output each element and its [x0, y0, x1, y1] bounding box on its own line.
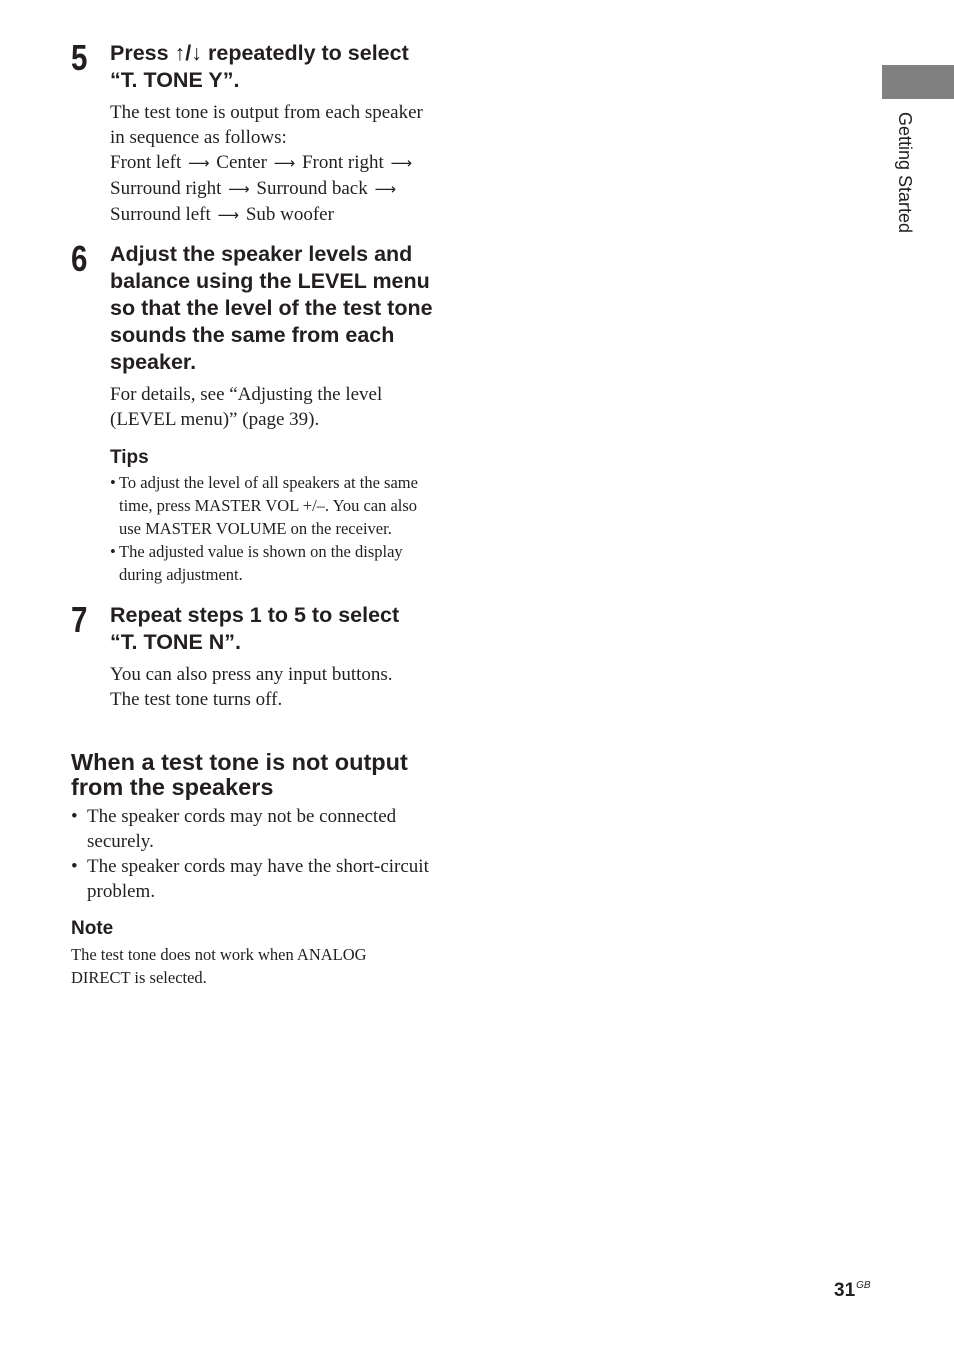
right-arrow-icon: ⟶: [228, 180, 250, 198]
step-heading: [110, 241, 451, 376]
step-heading-line: Repeat steps 1 to 5 to select: [110, 603, 400, 627]
speaker-name: Front left: [110, 152, 182, 173]
body-line: You can also press any input buttons.: [110, 664, 393, 685]
side-tab-label: Getting Started: [895, 112, 915, 234]
tip-line: • The adjusted value is shown on the display: [119, 542, 403, 561]
step-heading-line: sounds the same from each: [110, 323, 395, 347]
step-number: 5: [71, 37, 88, 78]
step-6: [71, 238, 451, 586]
tip-item: [110, 471, 451, 540]
bullet-line: • The speaker cords may have the short-circuit: [87, 856, 429, 877]
step-heading-line: “T. TONE N”.: [110, 630, 242, 654]
right-arrow-icon: ⟶: [188, 154, 210, 172]
note-line: DIRECT is selected.: [71, 968, 207, 987]
step-heading-line: speaker.: [110, 350, 197, 374]
body-line: (LEVEL menu)” (page 39).: [110, 409, 320, 430]
step-number: 6: [71, 238, 88, 279]
body-line: The test tone is output from each speaker: [110, 102, 423, 123]
step-heading: [110, 602, 451, 656]
tip-line: time, press MASTER VOL +/–. You can also: [119, 496, 418, 515]
side-tab-marker: [882, 65, 954, 99]
speaker-name: Front right: [301, 152, 384, 173]
bullet-line: problem.: [87, 881, 156, 902]
tip-line: • To adjust the level of all speakers at the same: [119, 473, 418, 492]
section-title: [71, 750, 471, 800]
step-body: [110, 100, 451, 228]
bullet-item: [71, 804, 451, 854]
step-body: [110, 382, 451, 432]
step-body: [110, 662, 451, 712]
section-title-line: from the speakers: [71, 774, 274, 800]
speaker-name: Surround back: [256, 178, 368, 199]
bullet-line: • The speaker cords may not be connected: [87, 806, 397, 827]
right-arrow-icon: ⟶: [217, 206, 240, 224]
tips-list: [110, 471, 451, 586]
tips-block: [110, 447, 451, 586]
page-number-suffix: GB: [856, 1280, 871, 1291]
body-line: For details, see “Adjusting the level: [110, 384, 383, 405]
step-heading-line: so that the level of the test tone: [110, 296, 433, 320]
step-heading-line: Press ↑/↓ repeatedly to select: [110, 41, 409, 65]
page-number: [834, 1280, 871, 1302]
speaker-name: Center: [216, 152, 267, 173]
body-line: The test tone turns off.: [110, 689, 283, 710]
note-line: The test tone does not work when ANALOG: [71, 945, 367, 964]
sequence-row: [110, 202, 451, 228]
speaker-name: Sub woofer: [245, 204, 334, 225]
step-7: [71, 599, 451, 712]
section-title-line: When a test tone is not output: [71, 749, 408, 775]
tip-line: use MASTER VOLUME on the receiver.: [119, 519, 392, 538]
right-arrow-icon: ⟶: [390, 154, 413, 172]
sequence-row: [110, 150, 451, 176]
speaker-name: Surround right: [110, 178, 222, 199]
step-number: 7: [71, 599, 88, 640]
step-heading-line: balance using the LEVEL menu: [110, 269, 430, 293]
note-title: Note: [71, 918, 114, 939]
speaker-name: Surround left: [110, 204, 211, 225]
right-arrow-icon: ⟶: [374, 180, 396, 198]
step-heading-line: “T. TONE Y”.: [110, 68, 240, 92]
body-line: in sequence as follows:: [110, 127, 287, 148]
right-arrow-icon: ⟶: [273, 154, 296, 172]
step-5: [71, 37, 451, 228]
tip-item: [110, 540, 451, 586]
page-number-value: 31: [834, 1280, 856, 1301]
tips-title: Tips: [110, 447, 149, 468]
sequence-row: [110, 176, 451, 202]
step-heading-line: Adjust the speaker levels and: [110, 242, 413, 266]
step-heading: [110, 40, 451, 94]
bullet-item: [71, 854, 451, 904]
note-text: [71, 943, 431, 989]
bullet-list: [71, 804, 451, 904]
bullet-line: securely.: [87, 831, 154, 852]
tip-line: during adjustment.: [119, 565, 243, 584]
